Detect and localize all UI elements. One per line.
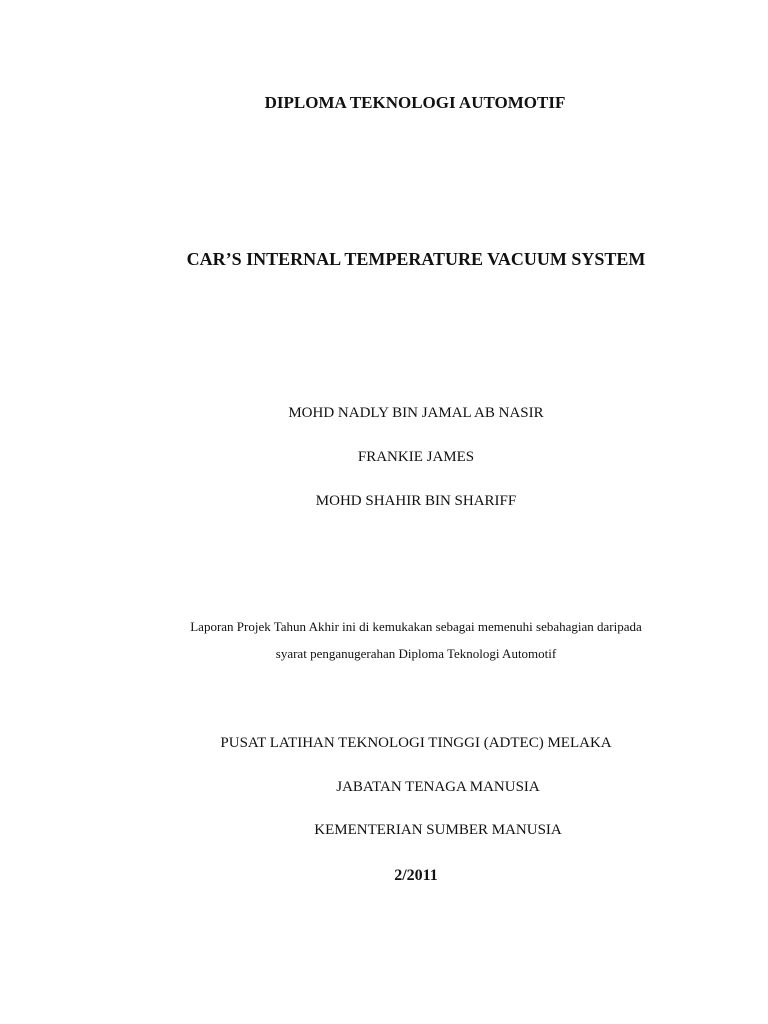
author-name: MOHD SHAHIR BIN SHARIFF — [315, 493, 517, 509]
ministry-name: KEMENTERIAN SUMBER MANUSIA — [314, 822, 562, 838]
author-name: FRANKIE JAMES — [357, 449, 475, 465]
department-name: JABATAN TENAGA MANUSIA — [336, 779, 540, 795]
submission-statement-line: syarat penganugerahan Diploma Teknologi Automotif — [275, 646, 557, 661]
submission-statement-line: Laporan Projek Tahun Akhir ini di kemukakan sebagai memenuhi sebahagian daripada — [190, 619, 642, 634]
submission-date: 2/2011 — [394, 867, 438, 884]
institution-name: PUSAT LATIHAN TEKNOLOGI TINGGI (ADTEC) MELAKA — [220, 735, 612, 751]
author-name: MOHD NADLY BIN JAMAL AB NASIR — [288, 405, 544, 421]
program-name: DIPLOMA TEKNOLOGI AUTOMOTIF — [264, 93, 566, 112]
report-title: CAR’S INTERNAL TEMPERATURE VACUUM SYSTEM — [186, 249, 646, 269]
